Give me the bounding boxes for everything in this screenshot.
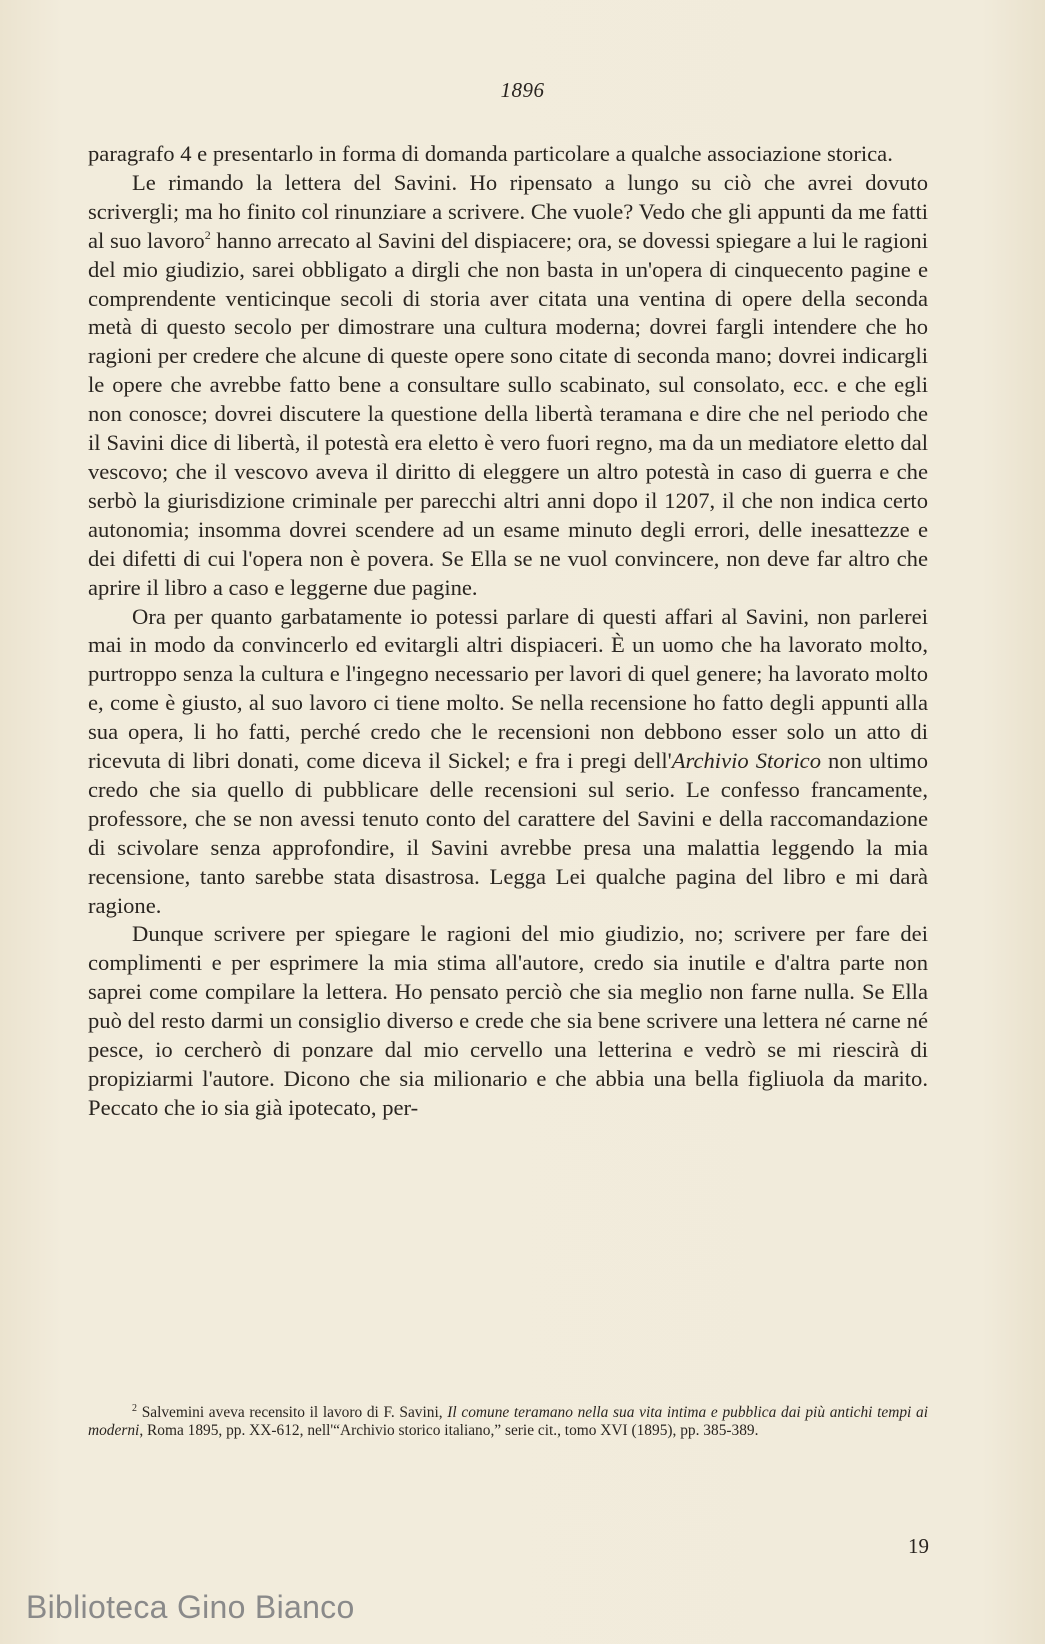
paragraph	[88, 140, 928, 169]
page-number: 19	[908, 1534, 929, 1558]
footnote-number: 2	[132, 1403, 137, 1414]
running-head-year: 1896	[500, 78, 545, 102]
letter-body	[88, 140, 928, 1123]
text-segment: Dunque scrivere per spiegare le ragioni del mio giudizio, no; scrivere per fare dei complimenti e per esprimere la mia stima all'autore, credo sia inutile e d'altra parte non saprei come compilare la lettera. Ho pensato perciò che sia meglio non farne nulla. Se Ella può del resto darmi un consiglio diverso e crede che sia bene scrivere una lettera né carne né pesce, io cercherò di ponzare dal mio cervello una letterina e vedrò se mi riescirà di propiziarmi l'autore. Dicono che sia milionario e che abbia una bella figliuola da marito. Peccato che io sia già ipotecato, per-	[88, 921, 928, 1120]
footnote	[88, 1404, 928, 1440]
library-watermark: Biblioteca Gino Bianco	[26, 1589, 355, 1625]
text-segment: Ora per quanto garbatamente io potessi parlare di questi affari al Savini, non parlerei mai in modo da convincerlo ed evitargli altri dispiaceri. È un uomo che ha lavorato molto, purtroppo senza la cultura e l'ingegno necessario per lavori di quel genere; ha lavorato molto e, come è giusto, al suo lavoro ci tiene molto. Se nella recensione ho fatto degli appunti alla sua opera, li ho fatti, perché credo che le recensioni non debbono esser solo un atto di ricevuta di libri donati, come diceva il Sickel; e fra i pregi dell'	[88, 603, 928, 774]
footnote-text: , Roma 1895, pp. XX-612, nell'“Archivio storico italiano,” serie cit., tomo XVI (1895), pp. 385-389.	[139, 1422, 759, 1439]
text-segment: hanno arrecato al Savini del dispiacere; ora, se dovessi spiegare a lui le ragioni del mio giudizio, sarei obbligato a dirgli che non basta in un'opera di cinquecento pagine e comprendente venticinque secoli di storia aver citata una ventina di opere della seconda metà di questo secolo per dimostrare una cultura moderna; dovrei fargli intendere che ho ragioni per credere che alcune di queste opere sono citate di seconda mano; dovrei indicargli le opere che avrebbe fatto bene a consultare sullo scabinato, sul consolato, ecc. e che egli non conosce; dovrei discutere la questione della libertà teramana e dire che nel periodo che il Savini dice di libertà, il potestà era eletto è vero fuori regno, ma da un mediatore eletto dal vescovo; che il vescovo aveva il diritto di eleggere un altro potestà in caso di guerra e che serbò la giurisdizione criminale per parecchi altri anni dopo il 1207, il che non indica certo autonomia; insomma dovrei scendere ad un esame minuto degli errori, delle inesattezze e dei difetti di cui l'opera non è povera. Se Ella se ne vuol convincere, non deve far altro che aprire il libro a caso e leggerne due pagine.	[88, 227, 928, 600]
text-segment: Le rimando la lettera del Savini. Ho ripensato a lungo su ciò che avrei dovuto scrivergli; ma ho finito col rinunziare a scrivere. Che vuole? Vedo che gli appunti da me fatti al suo lavoro	[88, 169, 928, 253]
paragraph	[88, 603, 928, 921]
footnote-book-title: Il comune teramano nella sua vita intima e pubblica dai più antichi tempi ai moderni	[88, 1404, 929, 1439]
paragraph	[88, 920, 928, 1122]
paragraph	[88, 169, 928, 603]
footnote-text: Salvemini aveva recensito il lavoro di F. Savini,	[137, 1404, 448, 1421]
text-segment: paragrafo 4 e presentarlo in forma di domanda particolare a qualche associazione storica.	[88, 141, 893, 166]
text-segment: non ultimo credo che sia quello di pubblicare delle recensioni sul serio. Le confesso francamente, professore, che se non avessi tenuto conto del carattere del Savini e della raccomandazione di scivolare senza approfondire, il Savini avrebbe presa una malattia leggendo la mia recensione, tanto sarebbe stata disastrosa. Legga Lei qualche pagina del libro e mi darà ragione.	[88, 748, 928, 918]
footnote-reference: 2	[204, 227, 211, 242]
italic-title: Archivio Storico	[671, 748, 821, 774]
